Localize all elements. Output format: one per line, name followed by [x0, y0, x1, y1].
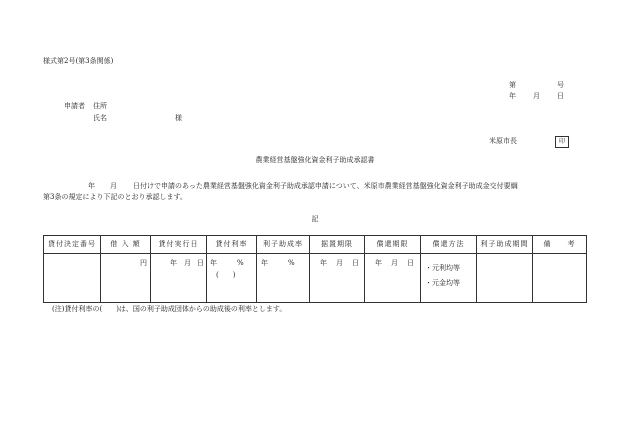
- applicant-role: 申請者: [64, 102, 85, 110]
- subsidy-table: [43, 235, 587, 303]
- body-month: 月: [110, 182, 117, 190]
- grace-year: 年: [320, 259, 327, 267]
- doc-number-suffix: 号: [557, 81, 564, 89]
- cell-loan-number: [44, 254, 101, 303]
- table-header-row: [44, 236, 587, 254]
- cell-repay-method: [421, 254, 477, 303]
- applicant-address-label: 住所: [93, 102, 107, 110]
- grace-day: 日: [352, 259, 359, 267]
- cell-repay-date: [365, 254, 421, 303]
- header-remarks: 備 考: [533, 236, 587, 254]
- rate-percent: %: [237, 259, 244, 267]
- header-grace-period: 据置期限: [310, 236, 365, 254]
- header-repay-method: 償還方法: [421, 236, 477, 254]
- date-year-label: 年: [509, 92, 516, 100]
- rate-year: 年: [210, 259, 217, 267]
- cell-amount: [101, 254, 151, 303]
- applicant-honorific: 様: [175, 114, 182, 122]
- rate-paren: ( ): [216, 271, 236, 279]
- body-line1: 日付けで申請のあった農業経営基盤強化資金利子助成承認申請について、米原市農業経営基盤強化資金利子助成金交付要綱: [133, 182, 518, 190]
- issuer-title: 米原市長: [489, 137, 517, 145]
- cell-rate: [207, 254, 257, 303]
- header-exec-date: 貸付実行日: [151, 236, 207, 254]
- header-loan-number: 貸付決定番号: [44, 236, 101, 254]
- date-day-label: 日: [557, 92, 564, 100]
- header-repay-period: 償還期限: [365, 236, 421, 254]
- header-rate: 貸付利率: [207, 236, 257, 254]
- exec-day: 日: [197, 259, 204, 267]
- cell-subsidy-rate: [257, 254, 310, 303]
- repay-method-2: ・元金均等: [425, 279, 460, 287]
- amount-unit: 円: [140, 259, 147, 267]
- cell-remarks: [533, 254, 587, 303]
- issuer-seal: 印: [555, 136, 569, 148]
- exec-year: 年: [170, 259, 177, 267]
- form-number: 様式第2号(第3条関係): [43, 57, 114, 65]
- ki-label: 記: [311, 215, 319, 223]
- cell-exec-date: [151, 254, 207, 303]
- exec-month: 月: [184, 259, 191, 267]
- repay-method-1: ・元利均等: [425, 264, 460, 272]
- doc-number-prefix: 第: [509, 81, 516, 89]
- date-month-label: 月: [533, 92, 540, 100]
- applicant-name-label: 氏名: [93, 114, 107, 122]
- repay-day: 日: [407, 259, 414, 267]
- cell-subsidy-period: [477, 254, 533, 303]
- cell-grace-date: [310, 254, 365, 303]
- footnote: (注)貸付利率の( )は、国の利子助成団体からの助成後の利率とします。: [52, 305, 287, 313]
- repay-year: 年: [375, 259, 382, 267]
- body-year: 年: [88, 182, 95, 190]
- subsidy-year: 年: [261, 259, 268, 267]
- body-line2: 第3条の規定により下記のとおり承認します。: [43, 193, 187, 201]
- header-amount: 借 入 額: [101, 236, 151, 254]
- document-title: 農業経営基盤強化資金利子助成承認書: [255, 156, 375, 164]
- header-subsidy-period: 利子助成期間: [477, 236, 533, 254]
- header-subsidy-rate: 利子助成率: [257, 236, 310, 254]
- repay-month: 月: [391, 259, 398, 267]
- grace-month: 月: [336, 259, 343, 267]
- subsidy-percent: %: [288, 259, 295, 267]
- table-row: [44, 254, 587, 303]
